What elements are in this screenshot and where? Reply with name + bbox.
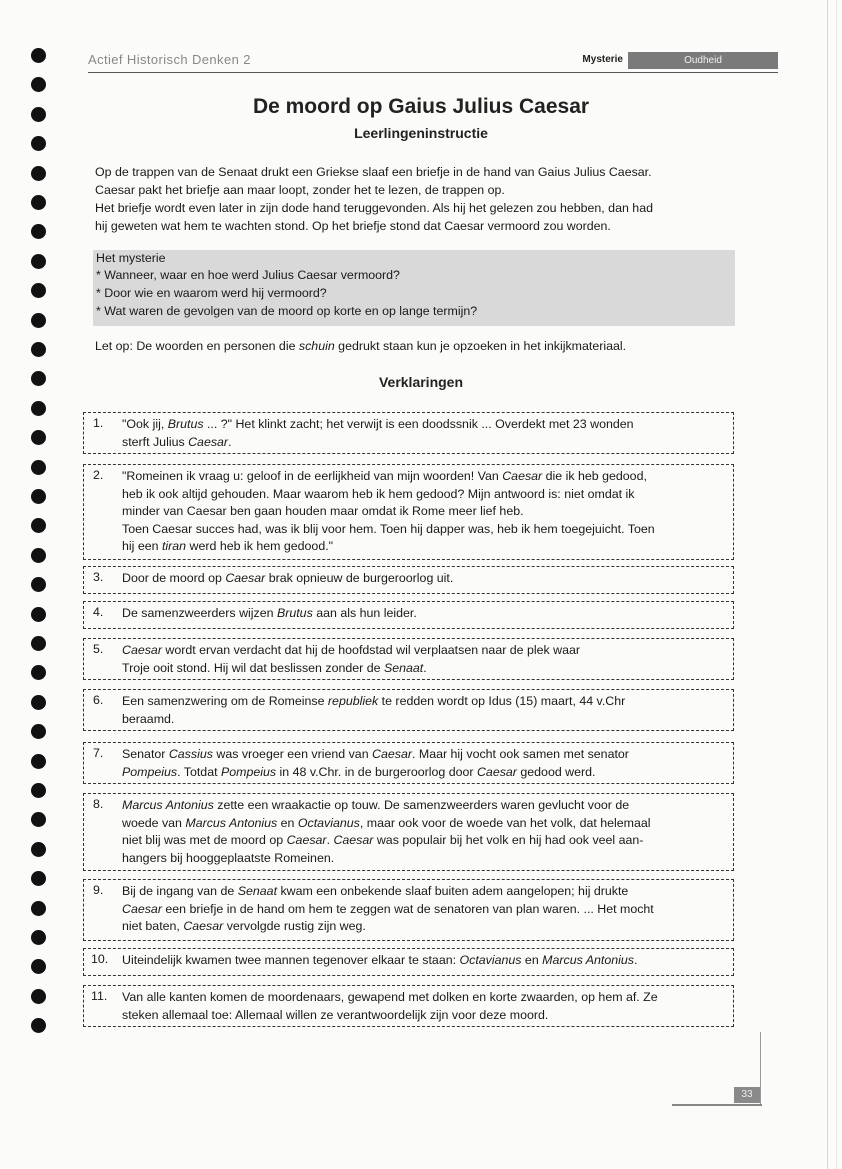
intro-line: Op de trappen van de Senaat drukt een Griekse slaaf een briefje in de hand van Gaius Julius Caesar. bbox=[95, 165, 652, 179]
statement-text: Een samenzwering om de Romeinse republiek te redden wordt op Idus (15) maart, 44 v.Chr beraamd. bbox=[122, 694, 626, 726]
binder-hole bbox=[31, 548, 46, 563]
statement-box bbox=[83, 412, 734, 454]
binder-hole bbox=[31, 460, 46, 475]
statement-box bbox=[83, 793, 734, 871]
binder-hole bbox=[31, 342, 46, 357]
binder-hole bbox=[31, 195, 46, 210]
statement-number: 7. bbox=[93, 746, 104, 760]
statement-number: 1. bbox=[93, 416, 104, 430]
mysterie-label: Mysterie bbox=[582, 54, 623, 65]
oudheid-label: Oudheid bbox=[628, 52, 778, 69]
binder-hole bbox=[31, 695, 46, 710]
binder-hole bbox=[31, 313, 46, 328]
binder-hole bbox=[31, 489, 46, 504]
statement-text: Uiteindelijk kwamen twee mannen tegenover elkaar te staan: Octavianus en Marcus Antonius. bbox=[122, 953, 638, 967]
mystery-box bbox=[93, 250, 735, 326]
binder-hole bbox=[31, 901, 46, 916]
page-title: De moord op Gaius Julius Caesar bbox=[252, 95, 590, 118]
statement-box bbox=[83, 742, 734, 784]
page-number: 33 bbox=[734, 1087, 760, 1103]
binder-hole bbox=[31, 48, 46, 63]
page-subtitle: Leerlingeninstructie bbox=[354, 125, 488, 141]
intro-text bbox=[95, 163, 735, 235]
binder-hole bbox=[31, 959, 46, 974]
intro-line: hij geweten wat hem te wachten stond. Op het briefje stond dat Caesar vermoord zou worden. bbox=[95, 219, 611, 233]
intro-line: Het briefje wordt even later in zijn dode hand teruggevonden. Als hij het gelezen zou hebben, dan had bbox=[95, 201, 653, 215]
mystery-heading: Het mysterie bbox=[96, 251, 166, 265]
statement-number: 3. bbox=[93, 570, 104, 584]
statement-box bbox=[83, 566, 734, 594]
statement-box bbox=[83, 985, 734, 1027]
series-title: Actief Historisch Denken 2 bbox=[88, 52, 251, 67]
statement-text: "Romeinen ik vraag u: geloof in de eerlijkheid van mijn woorden! Van Caesar die ik heb gedood, heb ik ook altijd gehouden. Maar waarom heb ik hem gedood? Mijn antwoord is: niet omdat ik minder van Caesar ben gaan houden maar omdat ik Rome meer lief heb. Toen Caesar succes had, was ik blij voor hem. Toen hij dapper was, heb ik hem toegejuicht. Toen hij een tiran werd heb ik hem gedood." bbox=[122, 469, 655, 553]
binder-hole bbox=[31, 871, 46, 886]
note-italic: schuin bbox=[298, 339, 335, 353]
statement-number: 6. bbox=[93, 693, 104, 707]
statement-text: Senator Cassius was vroeger een vriend van Caesar. Maar hij vocht ook samen met senator Pompeius. Totdat Pompeius in 48 v.Chr. in de burgeroorlog door Caesar gedood werd. bbox=[122, 747, 629, 779]
statement-text: Caesar wordt ervan verdacht dat hij de hoofdstad wil verplaatsen naar de plek waar Troje ooit stond. Hij wil dat beslissen zonder de Senaat. bbox=[122, 643, 581, 675]
statement-box bbox=[83, 689, 734, 731]
footer-rule bbox=[760, 1032, 761, 1104]
statement-box bbox=[83, 948, 734, 976]
page-header bbox=[88, 50, 778, 73]
binder-hole bbox=[31, 636, 46, 651]
statement-box bbox=[83, 601, 734, 629]
binder-hole bbox=[31, 724, 46, 739]
binder-hole bbox=[31, 754, 46, 769]
footer-rule bbox=[672, 1104, 762, 1106]
binder-hole bbox=[31, 254, 46, 269]
binder-hole bbox=[31, 518, 46, 533]
page-edge bbox=[836, 0, 837, 1169]
binder-hole bbox=[31, 930, 46, 945]
page-edge bbox=[827, 0, 828, 1169]
statement-box bbox=[83, 464, 734, 560]
section-title: Verklaringen bbox=[378, 374, 464, 390]
note-after: gedrukt staan kun je opzoeken in het inkijkmateriaal. bbox=[334, 339, 627, 353]
binder-hole bbox=[31, 430, 46, 445]
binder-hole bbox=[31, 166, 46, 181]
binder-hole bbox=[31, 1018, 46, 1033]
statement-number: 4. bbox=[93, 605, 104, 619]
statement-box bbox=[83, 879, 734, 941]
statement-box bbox=[83, 638, 734, 680]
binder-hole bbox=[31, 989, 46, 1004]
statement-number: 9. bbox=[93, 883, 104, 897]
statement-number: 5. bbox=[93, 642, 104, 656]
intro-line: Caesar pakt het briefje aan maar loopt, zonder het te lezen, de trappen op. bbox=[95, 183, 505, 197]
binder-hole bbox=[31, 401, 46, 416]
binder-hole bbox=[31, 577, 46, 592]
statement-text: Bij de ingang van de Senaat kwam een onbekende slaaf buiten adem aangelopen; hij drukte Caesar een briefje in de hand om hem te zeggen wat de senatoren van plan waren. ... Het mocht niet baten, Caesar vervolgde rustig zijn weg. bbox=[122, 884, 654, 933]
statement-number: 2. bbox=[93, 468, 104, 482]
statement-number: 10. bbox=[91, 952, 109, 966]
mystery-question: * Wat waren de gevolgen van de moord op korte en op lange termijn? bbox=[96, 304, 478, 318]
binder-hole bbox=[31, 224, 46, 239]
note-before: Let op: De woorden en personen die bbox=[95, 339, 299, 353]
statement-text: De samenzweerders wijzen Brutus aan als hun leider. bbox=[122, 606, 417, 620]
binder-hole bbox=[31, 665, 46, 680]
statement-text: Door de moord op Caesar brak opnieuw de burgeroorlog uit. bbox=[122, 571, 454, 585]
statement-text: Marcus Antonius zette een wraakactie op touw. De samenzweerders waren gevlucht voor de woede van Marcus Antonius en Octavianus, maar ook voor de woede van het volk, dat helemaal niet blij was met de moord op Caesar. Caesar was populair bij het volk en hij had ook veel aan- hangers bij hooggeplaatste Romeinen. bbox=[122, 798, 651, 865]
binder-hole bbox=[31, 283, 46, 298]
statement-text: "Ook jij, Brutus ... ?" Het klinkt zacht; het verwijt is een doodssnik ... Overdekt met 23 wonden sterft Julius Caesar. bbox=[122, 417, 634, 449]
mystery-question: * Door wie en waarom werd hij vermoord? bbox=[96, 286, 327, 300]
note-text bbox=[95, 339, 626, 353]
binder-hole bbox=[31, 783, 46, 798]
statement-text: Van alle kanten komen de moordenaars, gewapend met dolken en korte zwaarden, op hem af. Ze steken allemaal toe: Allemaal willen ze verantwoordelijk zijn voor deze moord. bbox=[122, 990, 658, 1022]
binder-hole bbox=[31, 842, 46, 857]
statement-number: 8. bbox=[93, 797, 104, 811]
mystery-question: * Wanneer, waar en hoe werd Julius Caesar vermoord? bbox=[96, 268, 400, 282]
binder-hole bbox=[31, 77, 46, 92]
binder-hole bbox=[31, 812, 46, 827]
statement-number: 11. bbox=[91, 989, 108, 1003]
binder-hole bbox=[31, 607, 46, 622]
